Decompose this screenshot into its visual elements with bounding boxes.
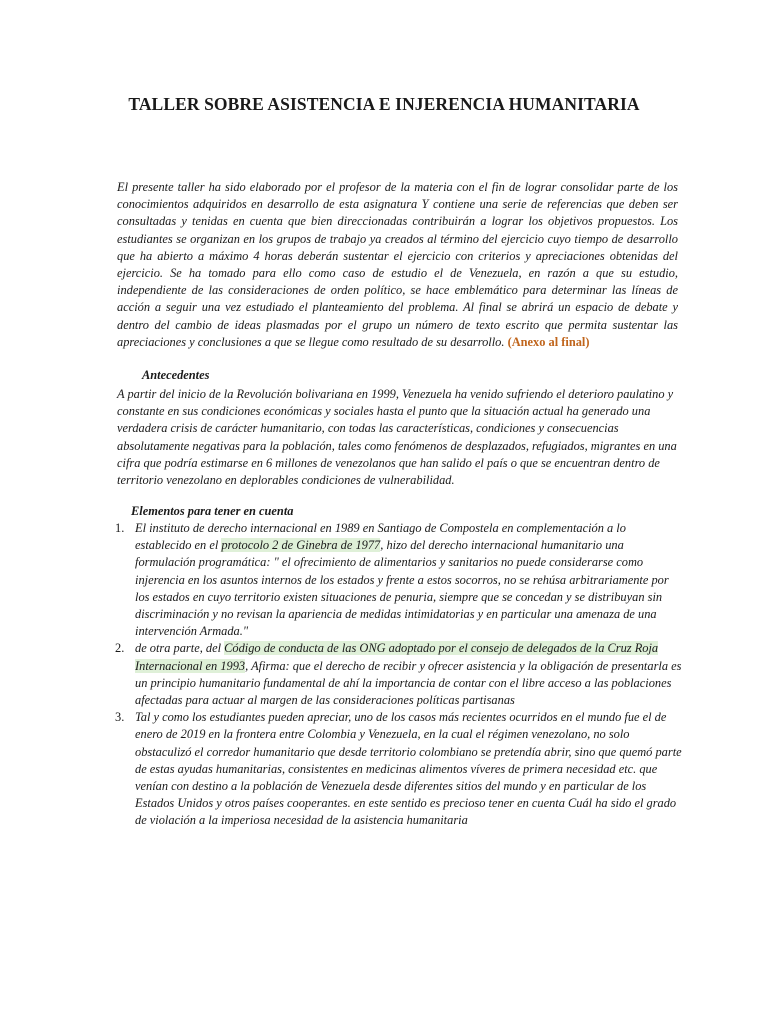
antecedentes-heading: Antecedentes [142, 368, 210, 382]
highlighted-reference: Código de conducta de las ONG adoptado por el consejo de delegados de la Cruz Roja Internacional en 1993 [135, 641, 659, 673]
list-item-text: , hizo del derecho internacional humanitario una formulación programática: " el ofrecimiento de alimentarios y sanitarios no puede considerarse como injerencia en los asuntos internos de los estados y frente a estos socorros, no se rehúsa arbitrariamente por los estados en cuyo territorio existen situaciones de penuria, siempre que se concedan y se distribuyan sin discriminación y no revisan la apariencia de medidas intimidatorias y en particular una amenaza de una intervención Armada." [135, 538, 669, 639]
list-item-number: 1. [115, 521, 125, 535]
annex-link[interactable]: Anexo al final [511, 334, 586, 349]
list-item [115, 640, 685, 709]
list-item-text: , Afirma: que el derecho de recibir y ofrecer asistencia y la obligación de presentarla es un principio humanitario fundamental de ahí la importancia de contar con el libre acceso a las poblaciones afectadas para actuar al margen de las consideraciones políticas partisanas [135, 658, 682, 708]
annex-close: ) [585, 334, 590, 349]
document-title: TALLER SOBRE ASISTENCIA E INJERENCIA HUMANITARIA [128, 94, 640, 114]
list-item [115, 520, 685, 640]
list-item-text: El instituto de derecho internacional en 1989 en Santiago de Compostela en complementación a lo establecido en el [135, 521, 626, 553]
list-item-text: Tal y como los estudiantes pueden apreciar, uno de los casos más recientes ocurridos en el mundo fue el de enero de 2019 en la frontera entre Colombia y Venezuela, en la cual el régimen venezolano, no solo obstaculizó el corredor humanitario que desde territorio colombiano se pretendía abrir, sino que quemó parte de estas ayudas humanitarias, consistentes en medicinas alimentos víveres de primera necesidad etc. que venían con destino a la población de Venezuela desde diferentes sitios del mundo y en particular de los Estados Unidos y otros países cooperantes. en este sentido es precioso tener en cuenta Cuál ha sido el grado de violación a la imperiosa necesidad de la asistencia humanitaria [135, 710, 682, 828]
antecedentes-paragraph: A partir del inicio de la Revolución bolivariana en 1999, Venezuela ha venido sufriendo el deterioro paulatino y constante en sus condiciones económicas y sociales hasta el punto que la situación actual ha generado una verdadera crisis de carácter humanitario, con todas las características, condiciones y consecuencias absolutamente negativas para la población, tales como fenómenos de desplazados, refugiados, migrantes en una cifra que podría estimarse en 6 millones de venezolanos que han salido el país o que se encuentran dentro de territorio venezolano en deplorables condiciones de vulnerabilidad. [117, 387, 677, 488]
list-item-number: 3. [115, 710, 125, 725]
list-item-number: 2. [115, 641, 125, 656]
list-item-text: de otra parte, del [135, 641, 225, 656]
intro-paragraph [117, 179, 678, 351]
list-item [115, 709, 685, 829]
annex-open: ( [504, 334, 512, 349]
intro-text: El presente taller ha sido elaborado por el profesor de la materia con el fin de lograr consolidar parte de los conocimientos adquiridos en desarrollo de esta asignatura Y contiene una serie de referencias que deben ser consultadas y tenidas en cuenta que bien direccionadas contribuirán a lograr los objetivos propuestos. Los estudiantes se organizan en los grupos de trabajo ya creados al término del ejercicio cuyo tiempo de desarrollo que ha abierto a máximo 4 horas deberán sustentar el ejercicio con criterios y apreciaciones obtenidas del ejercicio. Se ha tomado para ello como caso de estudio el de Venezuela, en razón a que su estudio, independiente de las consideraciones de orden político, se hace emblemático para determinar las líneas de acción a seguir una vez estudiado el planteamiento del problema. Al final se abrirá un espacio de debate y dentro del cambio de ideas plasmadas por el grupo un número de texto escrito que permita sustentar las apreciaciones y conclusiones a que se llegue como resultado de su desarrollo. [117, 180, 678, 349]
elementos-heading: Elementos para tener en cuenta [131, 504, 294, 518]
highlighted-reference: protocolo 2 de Ginebra de 1977 [221, 538, 381, 553]
elementos-list [115, 520, 685, 830]
